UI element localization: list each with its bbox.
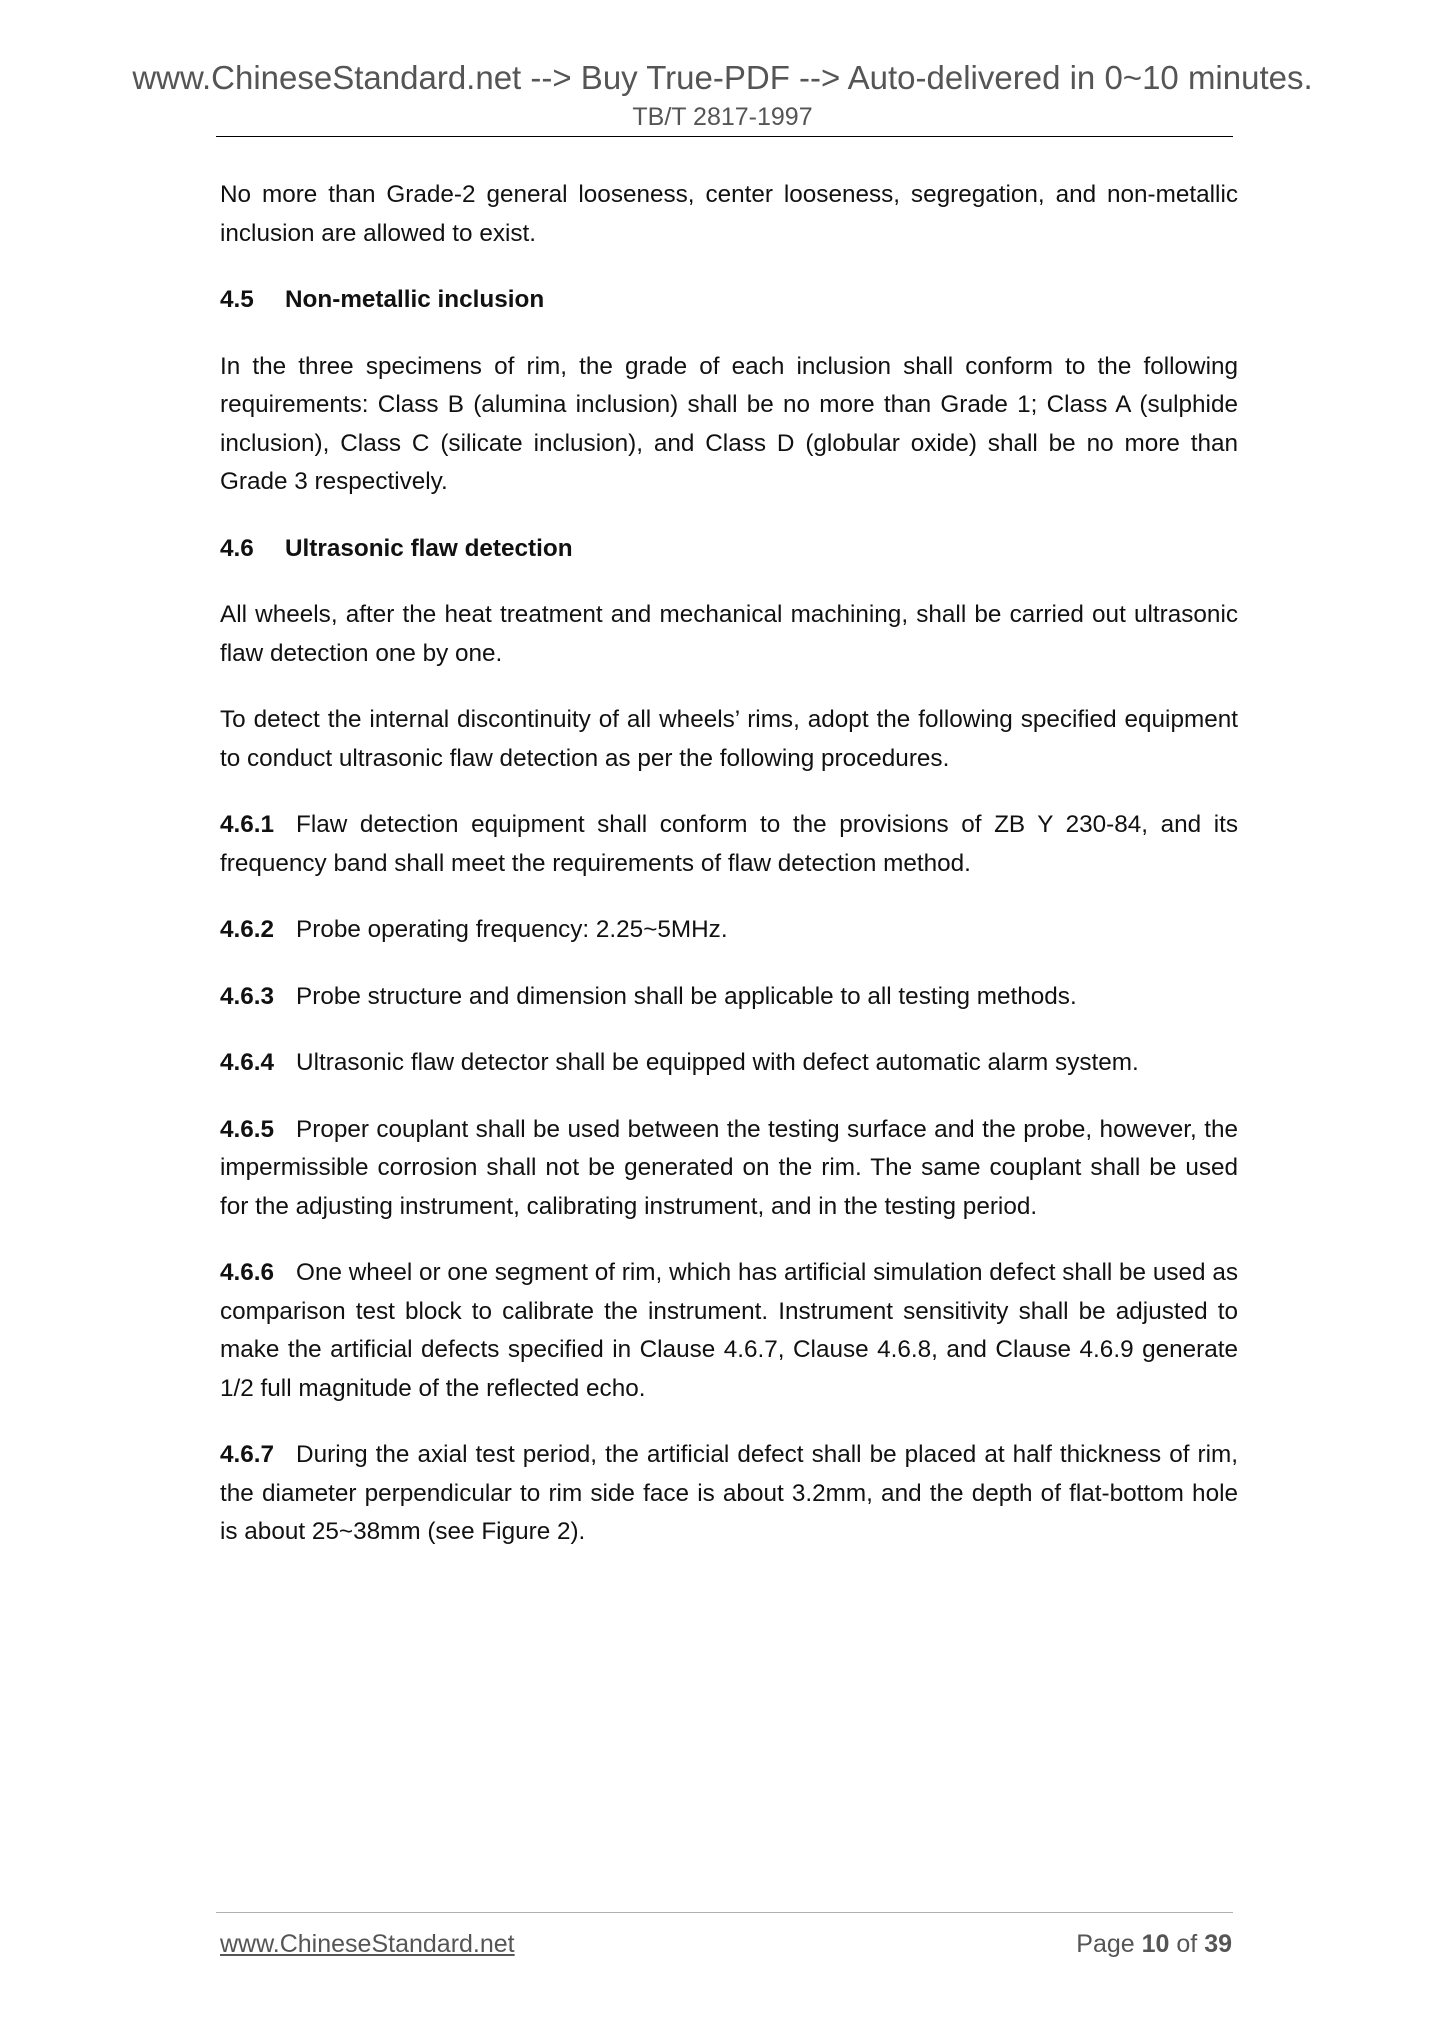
header-banner: www.ChineseStandard.net --> Buy True-PDF --> Auto-delivered in 0~10 minutes. <box>132 59 1313 96</box>
document-body <box>220 176 1238 1580</box>
standard-id: TB/T 2817-1997 <box>632 103 813 131</box>
clause-text: Flaw detection equipment shall conform to the provisions of ZB Y 230-84, and its frequency band shall meet the requirements of flaw detection method. <box>220 811 1238 877</box>
section-title: Non-metallic inclusion <box>285 286 545 313</box>
section-heading-4-5 <box>220 281 1238 320</box>
clause-text: One wheel or one segment of rim, which has artificial simulation defect shall be used as comparison test block to calibrate the instrument. Instrument sensitivity shall be adjusted to make the artificial defects specified in Clause 4.6.7, Clause 4.6.8, and Clause 4.6.9 generate 1/2 full magnitude of the reflected echo. <box>220 1259 1238 1402</box>
page-total: 39 <box>1204 1930 1232 1958</box>
clause-text: Proper couplant shall be used between the testing surface and the probe, however, the impermissible corrosion shall not be generated on the rim. The same couplant shall be used for the adjusting instrument, calibrating instrument, and in the testing period. <box>220 1115 1238 1220</box>
page-word: Page <box>1076 1930 1135 1958</box>
clause-number: 4.6.7 <box>220 1441 275 1468</box>
clause-number: 4.6.2 <box>220 916 275 943</box>
page-number <box>1076 1928 1232 1960</box>
clause-number: 4.6.1 <box>220 811 275 838</box>
clause-text: Ultrasonic flaw detector shall be equipped with defect automatic alarm system. <box>296 1049 1139 1076</box>
page-current: 10 <box>1141 1930 1170 1958</box>
clause-text: During the axial test period, the artificial defect shall be placed at half thickness of rim, the diameter perpendicular to rim side face is about 3.2mm, and the depth of flat-bottom hole is about 25~38mm (see Figure 2). <box>220 1441 1238 1545</box>
header-divider <box>216 136 1233 137</box>
page-of: of <box>1176 1930 1198 1958</box>
section-4-6-paragraph-2: To detect the internal discontinuity of all wheels’ rims, adopt the following specified equipment to conduct ultrasonic flaw detection as per the following procedures. <box>220 706 1238 772</box>
clause-text: Probe structure and dimension shall be applicable to all testing methods. <box>296 982 1077 1010</box>
clause-4-6-2 <box>220 911 1238 950</box>
footer-site-link[interactable]: www.ChineseStandard.net <box>220 1930 515 1958</box>
clause-text: Probe operating frequency: 2.25~5MHz. <box>296 916 728 943</box>
section-number: 4.6 <box>220 534 254 562</box>
section-heading-4-6 <box>220 530 1238 569</box>
section-title: Ultrasonic flaw detection <box>285 534 573 562</box>
clause-4-6-3 <box>220 978 1238 1017</box>
clause-4-6-1 <box>220 806 1238 883</box>
section-4-5-paragraph: In the three specimens of rim, the grade of each inclusion shall conform to the following requirements: Class B (alumina inclusion) shall be no more than Grade 1; Class A (sulphide inclusion), Class C (silicate inclusion), and Class D (globular oxide) shall be no more than Grade 3 respectively. <box>220 352 1238 495</box>
intro-paragraph: No more than Grade-2 general looseness, center looseness, segregation, and non-metallic inclusion are allowed to exist. <box>220 181 1238 247</box>
section-4-6-paragraph-1: All wheels, after the heat treatment and mechanical machining, shall be carried out ultrasonic flaw detection one by one. <box>220 601 1238 667</box>
clause-4-6-7 <box>220 1436 1238 1552</box>
clause-number: 4.6.4 <box>220 1049 275 1076</box>
footer-divider <box>216 1912 1233 1913</box>
clause-number: 4.6.6 <box>220 1259 275 1286</box>
clause-4-6-6 <box>220 1254 1238 1408</box>
clause-number: 4.6.3 <box>220 982 275 1010</box>
clause-number: 4.6.5 <box>220 1115 275 1143</box>
clause-4-6-5 <box>220 1111 1238 1227</box>
page-header <box>0 58 1445 132</box>
clause-4-6-4 <box>220 1044 1238 1083</box>
section-number: 4.5 <box>220 286 254 313</box>
